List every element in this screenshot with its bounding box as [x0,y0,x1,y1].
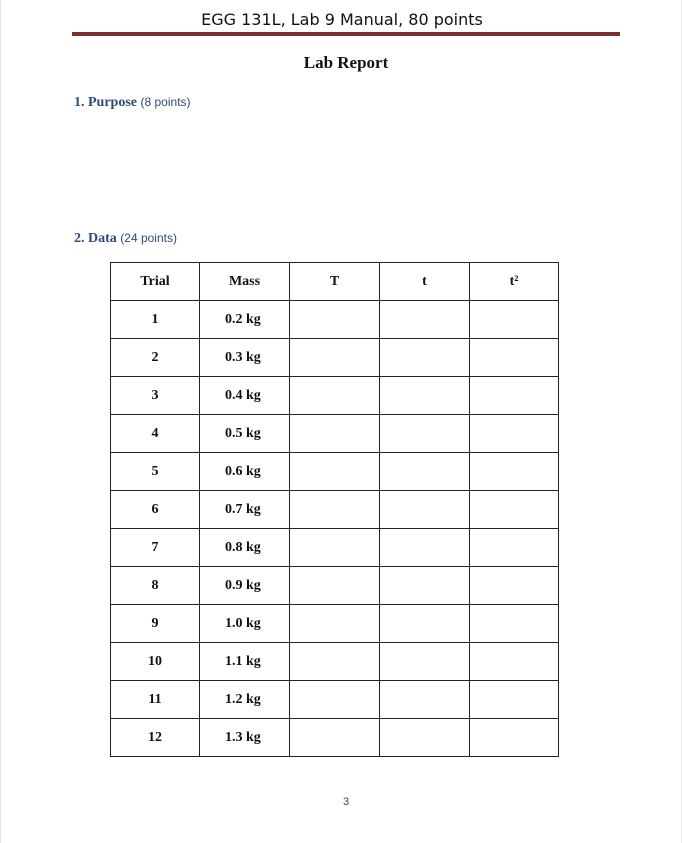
cell-time-squared [470,453,559,491]
section-purpose [74,95,191,111]
cell-trial: 12 [111,719,200,757]
cell-period [290,453,380,491]
cell-trial: 2 [111,339,200,377]
cell-period [290,339,380,377]
table-body [111,301,559,757]
section-data [74,231,177,247]
cell-time [380,415,470,453]
cell-time-squared [470,339,559,377]
cell-mass: 0.7 kg [200,491,290,529]
cell-trial: 9 [111,605,200,643]
cell-period [290,719,380,757]
cell-trial: 11 [111,681,200,719]
table-row [111,453,559,491]
cell-period [290,529,380,567]
cell-mass: 0.9 kg [200,567,290,605]
cell-time [380,643,470,681]
cell-time-squared [470,605,559,643]
cell-period [290,491,380,529]
cell-period [290,643,380,681]
cell-trial: 7 [111,529,200,567]
cell-time-squared [470,415,559,453]
cell-period [290,301,380,339]
column-header-time-squared: t² [470,263,559,301]
page-number: 3 [342,796,350,808]
table-row [111,339,559,377]
table-row [111,605,559,643]
data-table [110,262,559,757]
cell-mass: 0.2 kg [200,301,290,339]
cell-time-squared [470,301,559,339]
cell-mass: 0.3 kg [200,339,290,377]
table-row [111,567,559,605]
table-header-row [111,263,559,301]
cell-time-squared [470,567,559,605]
cell-time-squared [470,529,559,567]
cell-mass: 0.6 kg [200,453,290,491]
cell-trial: 1 [111,301,200,339]
section-purpose-points: (8 points) [140,95,191,109]
cell-time [380,529,470,567]
cell-time-squared [470,377,559,415]
cell-trial: 3 [111,377,200,415]
section-data-points: (24 points) [120,231,177,245]
table-row [111,529,559,567]
cell-mass: 1.1 kg [200,643,290,681]
cell-mass: 1.3 kg [200,719,290,757]
cell-time [380,605,470,643]
cell-time [380,339,470,377]
cell-time-squared [470,681,559,719]
column-header-trial: Trial [111,263,200,301]
table-row [111,377,559,415]
column-header-time: t [380,263,470,301]
section-data-heading: 2. Data [74,231,117,246]
cell-time [380,377,470,415]
cell-time [380,453,470,491]
cell-trial: 10 [111,643,200,681]
table-row [111,491,559,529]
table-row [111,643,559,681]
section-purpose-heading: 1. Purpose [74,95,137,110]
cell-mass: 0.4 kg [200,377,290,415]
cell-trial: 6 [111,491,200,529]
cell-time-squared [470,643,559,681]
cell-period [290,681,380,719]
cell-mass: 1.2 kg [200,681,290,719]
column-header-mass: Mass [200,263,290,301]
cell-time [380,301,470,339]
cell-time [380,681,470,719]
page-header-title: EGG 131L, Lab 9 Manual, 80 points [201,10,483,29]
cell-mass: 1.0 kg [200,605,290,643]
cell-trial: 4 [111,415,200,453]
cell-period [290,605,380,643]
cell-trial: 8 [111,567,200,605]
cell-period [290,377,380,415]
cell-time [380,719,470,757]
table-row [111,415,559,453]
cell-period [290,415,380,453]
cell-time-squared [470,491,559,529]
table-row [111,301,559,339]
cell-time-squared [470,719,559,757]
cell-period [290,567,380,605]
cell-mass: 0.5 kg [200,415,290,453]
cell-trial: 5 [111,453,200,491]
cell-time [380,567,470,605]
cell-mass: 0.8 kg [200,529,290,567]
header-rule [72,32,620,36]
report-title: Lab Report [303,53,389,72]
cell-time [380,491,470,529]
column-header-period: T [290,263,380,301]
table-row [111,681,559,719]
table-row [111,719,559,757]
